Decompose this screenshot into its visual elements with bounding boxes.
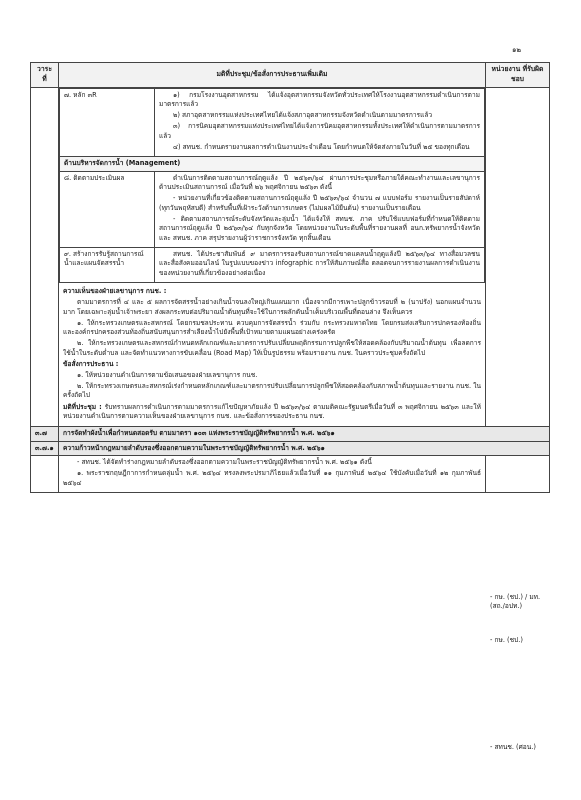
table-row: [31, 441, 550, 456]
list-item: - หน่วยงานที่เกี่ยวข้องติดตามสถานการณ์ฤดูแล้ง ปี ๒๕๖๓/๖๔ จำนวน ๗ แบบฟอร์ม รายงานเป็นรายสัปดาห์ (ทุกวันพฤหัสบดี) สำหรับพื้นที่เฝ้าระวังด้านการเกษตร (ไม่มผลไม้ยืนต้น) รายงานเป็นรายเดือน: [159, 194, 480, 212]
opinion-block: [59, 283, 485, 426]
chair-heading: ข้อสั่งการประธาน :: [63, 359, 119, 368]
table-row: [31, 456, 550, 493]
agency-cell: [486, 87, 550, 751]
table-row: [60, 171, 485, 247]
agency-cell: [486, 456, 550, 493]
header-content: มติที่ประชุม/ข้อสั่งการประธานเพิ่มเติม: [59, 63, 486, 88]
list-item: - สทนช. ได้จัดทำร่างกฎหมายลำดับรองซึ่งออกตามความในพระราชบัญญัติทรัพยากรน้ำ พ.ศ. ๒๕๖๑ ดังนี้: [77, 458, 372, 467]
table-header: [31, 63, 550, 88]
header-agenda-no: วาระ ที่: [31, 63, 59, 88]
list-item: ดำเนินการติดตามสถานการณ์ฤดูแล้ง ปี ๒๕๖๓/๖๔ ผ่านการประชุมหรือภายใต้คณะทำงานและเลขานุการด้านประเมินสถานการณ์ เมื่อวันที่ ๒๖ พฤศจิกายน ๒๕๖๓ ดังนี้: [159, 173, 480, 192]
topic-3r: ๗. หลัก ๓R: [60, 88, 155, 156]
measures-table: [59, 88, 485, 283]
topic-awareness: ๙. สร้างการรับรู้สถานการณ์น้ำและแผนจัดสรรน้ำ: [60, 247, 155, 282]
list-item: ๑. พระราชกฤษฎีกาการกำหนดลุ่มน้ำ พ.ศ. ๒๕๖๔ ทรงลงพระปรมาภิไธยแล้วเมื่อวันที่ ๑๑ กุมภาพันธ์ ๒๕๖๔ ใช้บังคับเมื่อวันที่ ๑๒ กุมภาพันธ์ ๒๕๖๔: [63, 469, 481, 487]
opinion-paragraph: ๑. ให้กระทรวงเกษตรและสหกรณ์ โดยกรมชลประทาน ควบคุมการจัดสรรน้ำ ร่วมกับ กระทรวงมหาดไทย โดยกรมส่งเสริมการปกครองท้องถิ่น และองค์กรปกครองส่วนท้องถิ่นสนับสนุนการสำเลียงน้ำไปยังพื้นที่เป้าหมายตามแผนอย่างเคร่งครัด: [63, 318, 481, 337]
detail-3r: [155, 88, 485, 156]
list-item: ๒) สภาอุตสาหกรรมแห่งประเทศไทยได้แจ้งสภาอุตสาหกรรมจังหวัดดำเนินตามมาตรการแล้ว: [173, 111, 433, 120]
list-item: สทนช. ได้ประชาสัมพันธ์ ๙ มาตรการรองรับสถานการณ์ขาดแคลนน้ำฤดูแล้งปี ๒๕๖๓/๖๔ ทางสื่อมวลชน และสื่อสังคมออนไลน์ ในรูปแบบของข่าว infographic การให้สัมภาษณ์สื่อ ตลอดจนการรายงานผลการดำเนินงานของหน่วยงานที่เกี่ยวข้องอย่างต่อเนื่อง: [159, 249, 480, 277]
main-body-row: [31, 87, 550, 426]
section-water-management: ด้านบริหารจัดการน้ำ (Management): [60, 156, 485, 171]
page-number: ๑๒: [511, 46, 521, 54]
content-cell: [59, 456, 486, 493]
topic-monitoring: ๘. ติดตามประเมินผล: [60, 171, 155, 247]
content-cell: [59, 87, 486, 426]
agency-resolution: - สทนช. (ศอน.): [490, 742, 536, 751]
resolution-text: รับทราบผลการดำเนินการตามมาตรการแก้ไขปัญหาภัยแล้ง ปี ๒๕๖๓/๖๔ ตามมติคณะรัฐมนตรีเมื่อวันที่ ๓ พฤศจิกายน ๒๕๖๓ และให้หน่วยงานดำเนินการตามความเห็นของฝ่ายเลขานุการ กนช. และข้อสั่งการของประธาน กนช.: [63, 402, 481, 421]
section-heading-row: [60, 156, 485, 171]
detail-awareness: [155, 247, 485, 282]
table-row: [31, 427, 550, 442]
detail-monitoring: [155, 171, 485, 247]
list-item: ๔) สทนช. กำหนดรายงานผลการดำเนินงานประจำเดือน โดยกำหนดให้จัดส่งภายในวันที่ ๒๕ ของทุกเดือน: [173, 142, 470, 151]
table-row: [60, 88, 485, 156]
agenda-title: ความก้าวหน้ากฎหมายลำดับรองซึ่งออกตามความในพระราชบัญญัติทรัพยากรน้ำ พ.ศ. ๒๕๖๑: [59, 441, 550, 456]
header-agency: หน่วยงาน ที่รับผิดชอบ: [486, 63, 550, 88]
meeting-table: [30, 62, 550, 751]
list-item: ๓) การนิคมอุตสาหกรรมแห่งประเทศไทยได้แจ้งการนิคมอุตสาหกรรมทั้งประเทศให้ดำเนินการตามมาตรการแล้ว: [159, 122, 480, 140]
chair-item: ๒. ให้กระทรวงเกษตรและสหกรณ์เร่งกำหนดหลักเกณฑ์และมาตรการปรับเปลี่ยนการปลูกพืชให้สอดคล้องกับสภาพน้ำต้นทุนและรายงาน กนช. ในครั้งถัดไป: [63, 381, 481, 400]
table-row: [60, 247, 485, 282]
resolution-label: มติที่ประชุม :: [63, 402, 102, 411]
list-item: - ติดตามสถานการณ์ระดับจังหวัดและลุ่มน้ำ ได้แจ้งให้ สทนช. ภาค ปรับใช้แบบฟอร์มที่กำหนดให้ติดตามสถานการณ์ฤดูแล้ง ปี ๒๕๖๓/๖๔ กับทุกจังหวัด โดยหน่วยงานในระดับพื้นที่รายงานผลที่ อนก.ทรัพยากรน้ำจังหวัด และ สทนช. ภาค สรุปรายงานผู้ว่าราชการจังหวัด ทุกสิ้นเดือน: [159, 214, 480, 242]
resolution: [63, 403, 481, 422]
opinion-paragraph: ตามมาตรการที่ ๔ และ ๕ ผลการจัดสรรน้ำอย่างเกินน้ำจนลงใหญ่เกินแผนมาก เนื่องจากมีการเพาะปลูกข้าวรอบที่ ๒ (นาปรัง) นอกแผนจำนวนมาก โดยเฉพาะลุ่มน้ำเจ้าพระยา ส่งผลกระทบต่อปริมาณน้ำต้นทุนที่จะใช้ในการผลักดันน้ำเค็มบริเวณพื้นที่ตอนล่าง จึงเห็นควร: [63, 298, 481, 316]
agenda-no-cell: [31, 456, 59, 493]
list-item: ๑) กรมโรงงานอุตสาหกรรม ได้แจ้งอุตสาหกรรมจังหวัดทั่วประเทศให้โรงงานอุตสาหกรรมดำเนินการตามมาตรการแล้ว: [159, 90, 480, 109]
chair-item: ๑. ให้หน่วยงานดำเนินการตามข้อเสนอของฝ่ายเลขานุการ กนช.: [77, 370, 258, 379]
agency-opinion-2: - กษ. (ชป.): [490, 635, 523, 644]
opinion-heading: ความเห็นของฝ่ายเลขานุการ กนช. :: [63, 286, 167, 295]
opinion-paragraph: ๒. ให้กระทรวงเกษตรและสหกรณ์กำหนดหลักเกณฑ์และมาตรการปรับเปลี่ยนพฤติกรรมการปลูกพืชให้สอดคล้องกับปริมาณน้ำต้นทุน เพื่อลดการใช้น้ำในระดับต่ำบล และจัดทำแนวทางการขับเคลื่อน (Road Map) ให้เป็นรูปธรรม พร้อมรายงาน กนช. ในคราวประชุมครั้งถัดไป: [63, 339, 481, 357]
agenda-title: การจัดทำผังน้ำเพื่อกำหนดสอดรับ ตามมาตรา ๑๐๓ แห่งพระราชบัญญัติทรัพยากรน้ำ พ.ศ. ๒๕๖๑: [59, 427, 550, 442]
agenda-no: ๓.๗.๑: [31, 441, 59, 456]
agenda-no-cell: [31, 87, 59, 426]
agency-opinion-1: - กษ. (ชป.) / มท. (สถ./อปท.): [490, 592, 541, 611]
agenda-no: ๓.๗: [31, 427, 59, 442]
